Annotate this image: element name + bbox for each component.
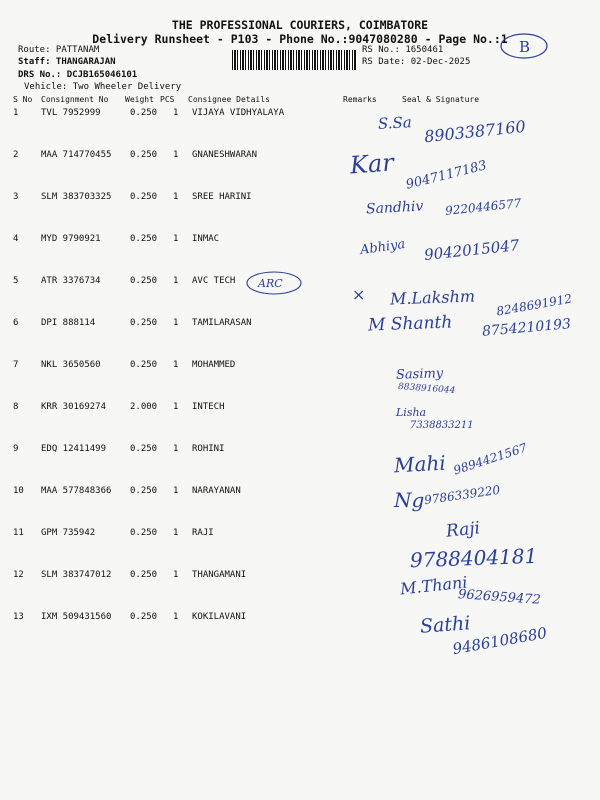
signature-8: Lisha bbox=[396, 406, 427, 419]
phone-8: 7338833211 bbox=[410, 420, 474, 431]
row-consignment-no: SLM 383747012 bbox=[41, 570, 112, 580]
row-consignment-no: MYD 9790921 bbox=[41, 234, 101, 244]
row-pcs: 1 bbox=[173, 570, 179, 580]
row-sno: 3 bbox=[13, 192, 19, 202]
row-consignee-name: INMAC bbox=[192, 234, 220, 244]
row-consignment-no: IXM 509431560 bbox=[41, 612, 112, 622]
phone-9: 9894421567 bbox=[451, 440, 529, 478]
runsheet-subtitle: Delivery Runsheet - P103 - Phone No.:9047080280 - Page No.:1 bbox=[92, 32, 508, 46]
row-consignee-name: VIJAYA VIDHYALAYA bbox=[192, 108, 285, 118]
row-weight: 0.250 bbox=[130, 360, 158, 370]
signature-9: Mahi bbox=[393, 450, 447, 478]
signature-7: Sasimy bbox=[395, 366, 444, 383]
table-row bbox=[0, 276, 360, 290]
row-consignee-name: TAMILARASAN bbox=[192, 318, 252, 328]
phone-4: 9042015047 bbox=[423, 236, 521, 264]
row-weight: 0.250 bbox=[130, 192, 158, 202]
drs-number: DRS No.: DCJB165046101 bbox=[18, 70, 138, 80]
row-weight: 0.250 bbox=[130, 318, 158, 328]
signature-4: Abhiya bbox=[359, 236, 407, 259]
table-row bbox=[0, 444, 360, 458]
signature-12: M.Thani bbox=[399, 572, 469, 599]
row-weight: 0.250 bbox=[130, 108, 158, 118]
table-row bbox=[0, 528, 360, 542]
route-label: Route: PATTANAM bbox=[18, 45, 100, 55]
table-row bbox=[0, 612, 360, 626]
row-consignee-name: KOKILAVANI bbox=[192, 612, 247, 622]
phone-5: 8248691912 bbox=[495, 291, 573, 319]
company-title: THE PROFESSIONAL COURIERS, COIMBATORE bbox=[171, 18, 429, 32]
staff-label: Staff: THANGARAJAN bbox=[18, 57, 116, 67]
row-pcs: 1 bbox=[173, 402, 179, 412]
row-consignment-no: EDQ 12411499 bbox=[41, 444, 107, 454]
row-pcs: 1 bbox=[173, 360, 179, 370]
table-row bbox=[0, 192, 360, 206]
row-sno: 5 bbox=[13, 276, 19, 286]
row-weight: 0.250 bbox=[130, 486, 158, 496]
arc-remark-text: ARC bbox=[258, 277, 283, 290]
row-pcs: 1 bbox=[173, 192, 179, 202]
phone-3: 9220446577 bbox=[444, 196, 522, 218]
row-consignment-no: NKL 3650560 bbox=[41, 360, 101, 370]
phone-6: 8754210193 bbox=[481, 316, 572, 340]
table-row bbox=[0, 108, 360, 122]
phone-11: 9788404181 bbox=[409, 543, 538, 573]
row-sno: 12 bbox=[13, 570, 24, 580]
rs-number: RS No.: 1650461 bbox=[362, 45, 444, 55]
circled-b-mark bbox=[498, 30, 558, 62]
row-consignment-no: MAA 577848366 bbox=[41, 486, 112, 496]
row-pcs: 1 bbox=[173, 318, 179, 328]
row-sno: 4 bbox=[13, 234, 19, 244]
signature-2: Kar bbox=[349, 148, 395, 180]
row-pcs: 1 bbox=[173, 612, 179, 622]
signature-5: M.Lakshm bbox=[389, 286, 476, 309]
row-weight: 0.250 bbox=[130, 570, 158, 580]
signature-13: Sathi bbox=[419, 612, 472, 638]
row-sno: 9 bbox=[13, 444, 19, 454]
barcode-image bbox=[232, 50, 357, 70]
row-consignee-name: AVC TECH bbox=[192, 276, 236, 286]
col-sno-header: S No bbox=[13, 95, 33, 104]
row-pcs: 1 bbox=[173, 150, 179, 160]
row-pcs: 1 bbox=[173, 108, 179, 118]
phone-12: 9626959472 bbox=[457, 587, 542, 608]
row-consignment-no: ATR 3376734 bbox=[41, 276, 101, 286]
signature-11: Raji bbox=[445, 518, 481, 542]
row-pcs: 1 bbox=[173, 444, 179, 454]
row-consignee-name: RAJI bbox=[192, 528, 214, 538]
table-row bbox=[0, 360, 360, 374]
row-weight: 0.250 bbox=[130, 612, 158, 622]
row-weight: 2.000 bbox=[130, 402, 158, 412]
col-pcs-header: PCS bbox=[160, 95, 175, 104]
row-sno: 2 bbox=[13, 150, 19, 160]
col-consignment-header: Consignment No bbox=[41, 95, 109, 104]
col-seal-header: Seal & Signature bbox=[402, 95, 480, 104]
row-consignment-no: MAA 714770455 bbox=[41, 150, 112, 160]
row-weight: 0.250 bbox=[130, 234, 158, 244]
table-row bbox=[0, 318, 360, 332]
row-sno: 10 bbox=[13, 486, 24, 496]
phone-10: 9786339220 bbox=[423, 482, 501, 508]
row-consignee-name: SREE HARINI bbox=[192, 192, 252, 202]
row-weight: 0.250 bbox=[130, 444, 158, 454]
table-row bbox=[0, 402, 360, 416]
row-weight: 0.250 bbox=[130, 150, 158, 160]
col-weight-header: Weight bbox=[125, 95, 154, 104]
row-consignment-no: DPI 888114 bbox=[41, 318, 96, 328]
row-consignee-name: GNANESHWARAN bbox=[192, 150, 258, 160]
row-sno: 6 bbox=[13, 318, 19, 328]
row-pcs: 1 bbox=[173, 276, 179, 286]
row-sno: 1 bbox=[13, 108, 19, 118]
row-consignment-no: KRR 30169274 bbox=[41, 402, 107, 412]
row-sno: 13 bbox=[13, 612, 24, 622]
row-consignment-no: GPM 735942 bbox=[41, 528, 96, 538]
row-weight: 0.250 bbox=[130, 276, 158, 286]
row-pcs: 1 bbox=[173, 486, 179, 496]
phone-7: 8838916044 bbox=[397, 382, 456, 396]
row-consignee-name: THANGAMANI bbox=[192, 570, 247, 580]
signature-3: Sandhiv bbox=[365, 198, 424, 218]
rs-date: RS Date: 02-Dec-2025 bbox=[362, 57, 471, 67]
vehicle-label: Vehicle: Two Wheeler Delivery bbox=[24, 82, 182, 92]
phone-1: 8903387160 bbox=[423, 116, 527, 147]
table-row bbox=[0, 486, 360, 500]
row-weight: 0.250 bbox=[130, 528, 158, 538]
signature-10: Ng bbox=[394, 488, 425, 512]
row-consignee-name: NARAYANAN bbox=[192, 486, 241, 496]
signature-1: S.Sa bbox=[377, 113, 413, 133]
circled-b-text: B bbox=[519, 38, 531, 56]
row-sno: 7 bbox=[13, 360, 19, 370]
cross-mark-5: × bbox=[352, 285, 366, 304]
signature-6: M Shanth bbox=[367, 312, 453, 336]
phone-2: 9047117183 bbox=[404, 158, 489, 193]
row-consignment-no: SLM 383703325 bbox=[41, 192, 112, 202]
table-row bbox=[0, 150, 360, 164]
phone-13: 9486108680 bbox=[451, 623, 549, 659]
row-consignee-name: MOHAMMED bbox=[192, 360, 236, 370]
row-consignee-name: ROHINI bbox=[192, 444, 225, 454]
arc-remark-circle bbox=[246, 270, 304, 296]
row-consignment-no: TVL 7952999 bbox=[41, 108, 101, 118]
table-row bbox=[0, 234, 360, 248]
row-pcs: 1 bbox=[173, 528, 179, 538]
row-pcs: 1 bbox=[173, 234, 179, 244]
col-consignee-header: Consignee Details bbox=[188, 95, 270, 104]
col-remarks-header: Remarks bbox=[343, 95, 377, 104]
row-sno: 11 bbox=[13, 528, 24, 538]
row-consignee-name: INTECH bbox=[192, 402, 225, 412]
table-row bbox=[0, 570, 360, 584]
row-sno: 8 bbox=[13, 402, 19, 412]
